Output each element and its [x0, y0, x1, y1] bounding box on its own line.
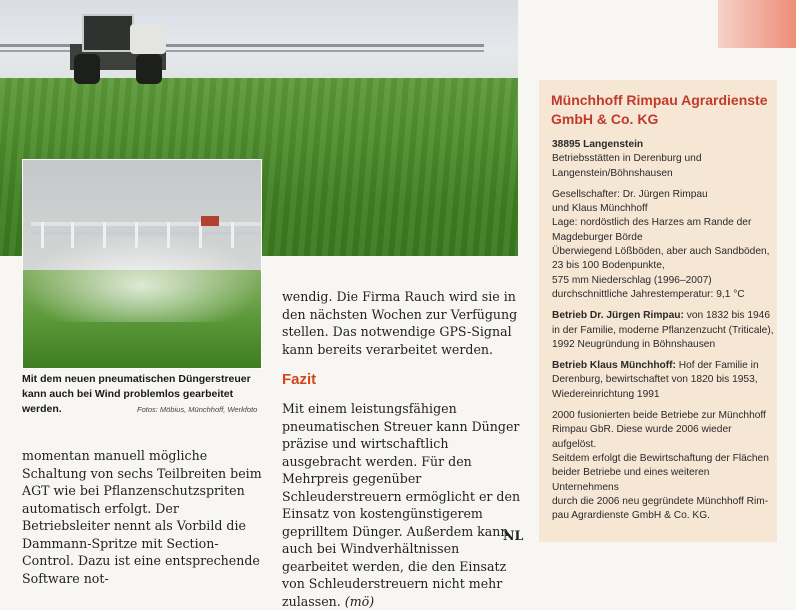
company-location: 38895 Langenstein: [552, 139, 644, 150]
article-column-1: momentan manuell mögliche Schaltung von sechs Teilbreiten beim AGT wie bei Pflanzenschutzspriten automatisch erfolgt. Der Betriebsleiter nennt als Vorbild die Dammann-Spritze mit Section-Control. Dazu ist eine entsprechende Software not-: [22, 448, 262, 586]
betrieb-rimpau: Betrieb Dr. Jürgen Rimpau: von 1832 bis 1946 in der Familie, moderne Pflanzenzucht (Triticale), 1992 Neugründung in Böhnshausen: [552, 310, 774, 350]
article-column-2: [282, 400, 522, 610]
author-signature: NL: [503, 528, 524, 543]
tractor-figure: [70, 14, 166, 84]
article-column-2-top: wendig. Die Firma Rauch wird sie in den nächsten Wochen zur Verfügung stellen. Das notwendige GPS-Signal kann bereits verarbeitet werden.: [282, 289, 518, 357]
fazit-heading: Fazit: [282, 371, 317, 388]
photo-caption: Mit dem neuen pneumatischen Düngerstreuer kann auch bei Wind problemlos gearbeitet werden.: [22, 373, 251, 415]
fazit-paragraph: Mit einem leistungsfähigen pneumatischen Streuer kann Dünger präzise und wirtschaftlich ausgebracht werden. Für den Mehrpreis gegenüber Schleuderstreuern ermöglicht er den Einsatz von kostengünstigerem geprilltem Dünger. Außerdem kann auch bei Windverhältnissen gearbeitet werden, die den Einsatz von Schleuderstreuern nicht mehr zulassen.: [282, 401, 521, 609]
inset-spreader-boom: [31, 216, 261, 246]
spreader-inset-photo: [22, 159, 262, 369]
page-corner-accent: [718, 0, 796, 48]
company-title: Münchhoff Rimpau Agrardienste GmbH & Co. KG: [551, 92, 768, 127]
photo-credit: Fotos: Möbius, Münchhoff, Werkfoto: [137, 405, 258, 414]
author-mark: (mö): [344, 593, 375, 609]
betrieb-muenchhoff: Betrieb Klaus Münchhoff: Hof der Familie in Derenburg, bewirtschaftet von 1820 bis 1953, Wiedereinrichtung 1991: [552, 360, 759, 400]
company-details: 38895 Langenstein Betriebsstätten in Derenburg und Langenstein/Böhnshausen Gesellschafter: Dr. Jürgen Rimpau und Klaus Münchhoff Lage: nordöstlich des Harzes am Rande der Magdeburger Börde Überwiegend Lößböden, aber auch Sandböden, 23 bis 100 Bodenpunkte, 575 mm Niederschlag (1996–2007) durchschnittliche Jahrestemperatur: 9,1 °C Betrieb Dr. Jürgen Rimpau: von 1832 bis 1946 in der Familie, moderne Pflanzenzucht (Triticale), 1992 Neugründung in Böhnshausen Betrieb Klaus Münchhoff: Hof der Familie in Derenburg, bewirtschaftet von 1820 bis 1953, Wiedereinrichtung 1991 2000 fusionierten beide Betriebe zur Münchhoff Rimpau GbR. Diese wurde 2006 wieder aufgelöst. Seitdem erfolgt die Bewirtschaftung der Flächen beider Betriebe und eines weiteren Unternehmens durch die 2006 neu gegründete Münchhoff Rim- pau Agrardienste GmbH & Co. KG.: [552, 139, 774, 522]
